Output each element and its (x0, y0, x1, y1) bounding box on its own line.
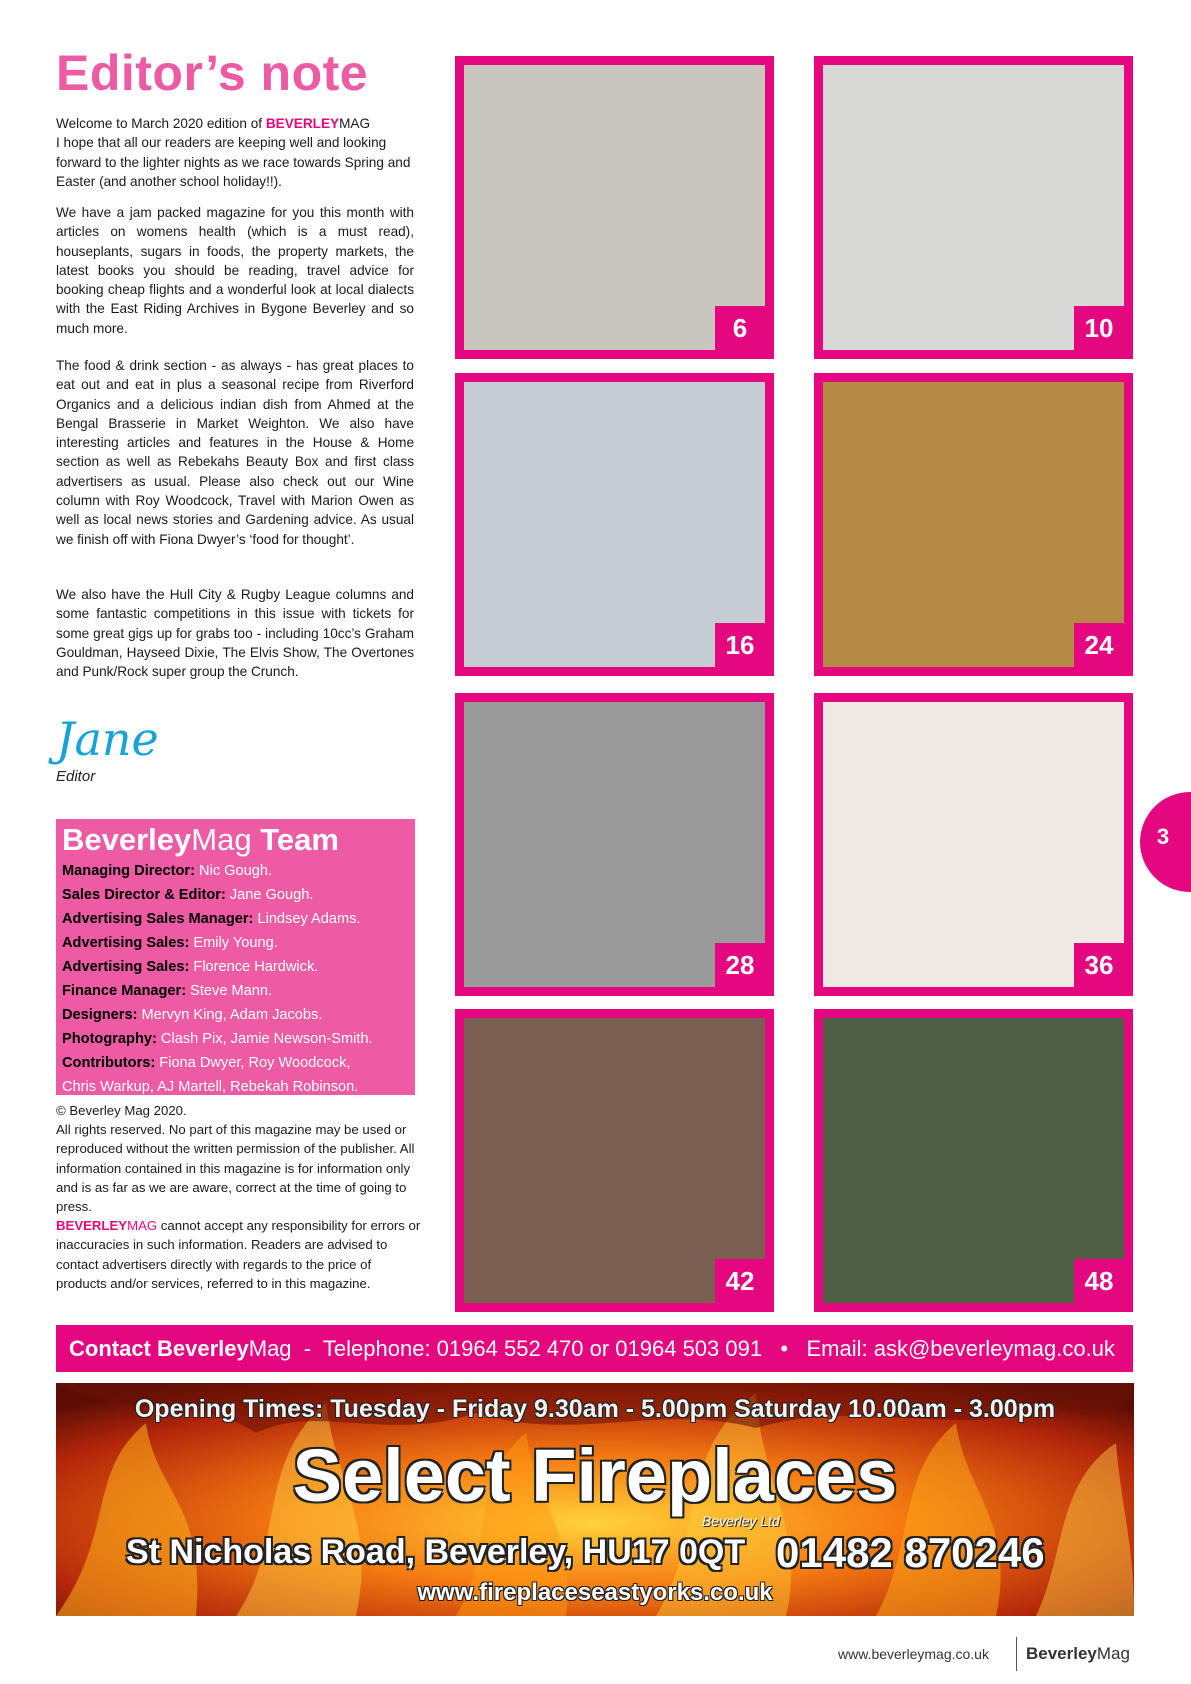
page-number: 28 (715, 943, 765, 987)
business-website[interactable]: www.fireplaceseastyorks.co.uk (417, 1579, 773, 1606)
team-box (56, 819, 415, 1095)
team-member: Advertising Sales: Emily Young. (62, 935, 278, 951)
contact-bar (56, 1325, 1133, 1372)
business-phone: 01482 870246 (776, 1529, 1045, 1576)
sport-competitions-paragraph: We also have the Hull City & Rugby League columns and some fantastic competitions in this issue with tickets for some great gigs up for grabs too - including 10cc’s Graham Gouldman, Hayseed Dixie, The Elvis Show, The Overtones and Punk/Rock super group the Crunch. (56, 587, 414, 680)
intro-paragraph (56, 114, 414, 191)
feature-tile[interactable] (455, 693, 774, 996)
team-member: Chris Warkup, AJ Martell, Rebekah Robinson. (62, 1079, 359, 1095)
copyright-notice: © Beverley Mag 2020. All rights reserved. No part of this magazine may be used or reproduced without the written permission of the publisher. All information contained in this magazine is for information only and is as far as we are aware, correct at the time of going to press. BEVERLEYMAG cannot accept any responsibility for errors or inaccuracies in such information. Readers are advised to contact advertisers directly with regards to the price of products and/or services, referred to in this magazine. (56, 1103, 421, 1291)
footer-divider (1016, 1637, 1017, 1671)
feature-tile[interactable] (814, 693, 1133, 996)
page-number: 36 (1074, 943, 1124, 987)
feature-tile[interactable] (814, 373, 1133, 676)
page-title: Editor’s note (56, 45, 369, 101)
fireplace-advert[interactable] (56, 1383, 1134, 1616)
page-number: 6 (715, 306, 765, 350)
team-member: Advertising Sales Manager: Lindsey Adams. (62, 911, 361, 927)
team-member: Finance Manager: Steve Mann. (62, 983, 273, 999)
page-footer (820, 1637, 1134, 1671)
business-suffix: Beverley Ltd (702, 1513, 780, 1529)
editor-role: Editor (56, 768, 96, 785)
feature-tile[interactable] (455, 373, 774, 676)
team-member: Designers: Mervyn King, Adam Jacobs. (62, 1007, 323, 1023)
editor-signature: Jane (56, 712, 159, 766)
business-address: St Nicholas Road, Beverley, HU17 0QT (126, 1533, 746, 1571)
intro-body: I hope that all our readers are keeping well and looking forward to the lighter nights as we race towards Spring and Easter (and another school holiday!!). (56, 135, 411, 189)
feature-tile[interactable] (814, 56, 1133, 359)
opening-times: Opening Times: Tuesday - Friday 9.30am - 5.00pm Saturday 10.00am - 3.00pm (134, 1395, 1056, 1423)
page-number-tab (1140, 792, 1191, 892)
team-member: Advertising Sales: Florence Hardwick. (62, 959, 319, 975)
page-number: 42 (715, 1259, 765, 1303)
contact-details: - Telephone: 01964 552 470 or 01964 503 091 • Email: ask@beverleymag.co.uk (291, 1335, 1115, 1361)
contents-paragraph: We have a jam packed magazine for you this month with articles on womens health (which is a must read), houseplants, sugars in foods, the property markets, the latest books you should be reading, travel advice for booking cheap flights and a wonderful look at local dialects with the East Riding Archives in Bygone Beverley and so much more. (56, 205, 414, 336)
team-member: Sales Director & Editor: Jane Gough. (62, 887, 314, 903)
feature-tile[interactable] (455, 56, 774, 359)
team-member: Photography: Clash Pix, Jamie Newson-Smith. (62, 1031, 373, 1047)
team-title: BeverleyMag Team (62, 822, 339, 857)
page-number: 48 (1074, 1259, 1124, 1303)
brand-name-bold: BEVERLEY (265, 116, 340, 131)
team-member: Managing Director: Nic Gough. (62, 863, 273, 879)
intro-prefix: Welcome to March 2020 edition of (56, 116, 266, 131)
page-number: 24 (1074, 623, 1124, 667)
feature-tile[interactable] (455, 1009, 774, 1312)
contact-label: Contact Beverley (69, 1335, 249, 1361)
page-number: 16 (715, 623, 765, 667)
team-list (62, 859, 412, 1095)
page-number: 3 (1156, 824, 1170, 849)
contact-label-thin: Mag (248, 1335, 292, 1361)
business-name: Select Fireplaces (292, 1434, 898, 1517)
footer-url[interactable]: www.beverleymag.co.uk (838, 1646, 989, 1662)
food-drink-paragraph: The food & drink section - as always - has great places to eat out and eat in plus a seasonal recipe from Riverford Organics and a delicious indian dish from Ahmed at the Bengal Brasserie in Market Weighton. We also have interesting articles and features in the House & Home section as well as Rebekahs Beauty Box and first class advertisers as usual. Please also check out our Wine column with Roy Woodcock, Travel with Marion Owen as well as local news stories and Gardening advice. As usual we finish off with Fiona Dwyer’s ‘food for thought’. (56, 358, 414, 547)
footer-brand: BeverleyMag (1026, 1644, 1130, 1663)
team-member: Contributors: Fiona Dwyer, Roy Woodcock, (62, 1055, 351, 1071)
brand-name-rest: MAG (339, 116, 371, 131)
feature-tile[interactable] (814, 1009, 1133, 1312)
page-number: 10 (1074, 306, 1124, 350)
